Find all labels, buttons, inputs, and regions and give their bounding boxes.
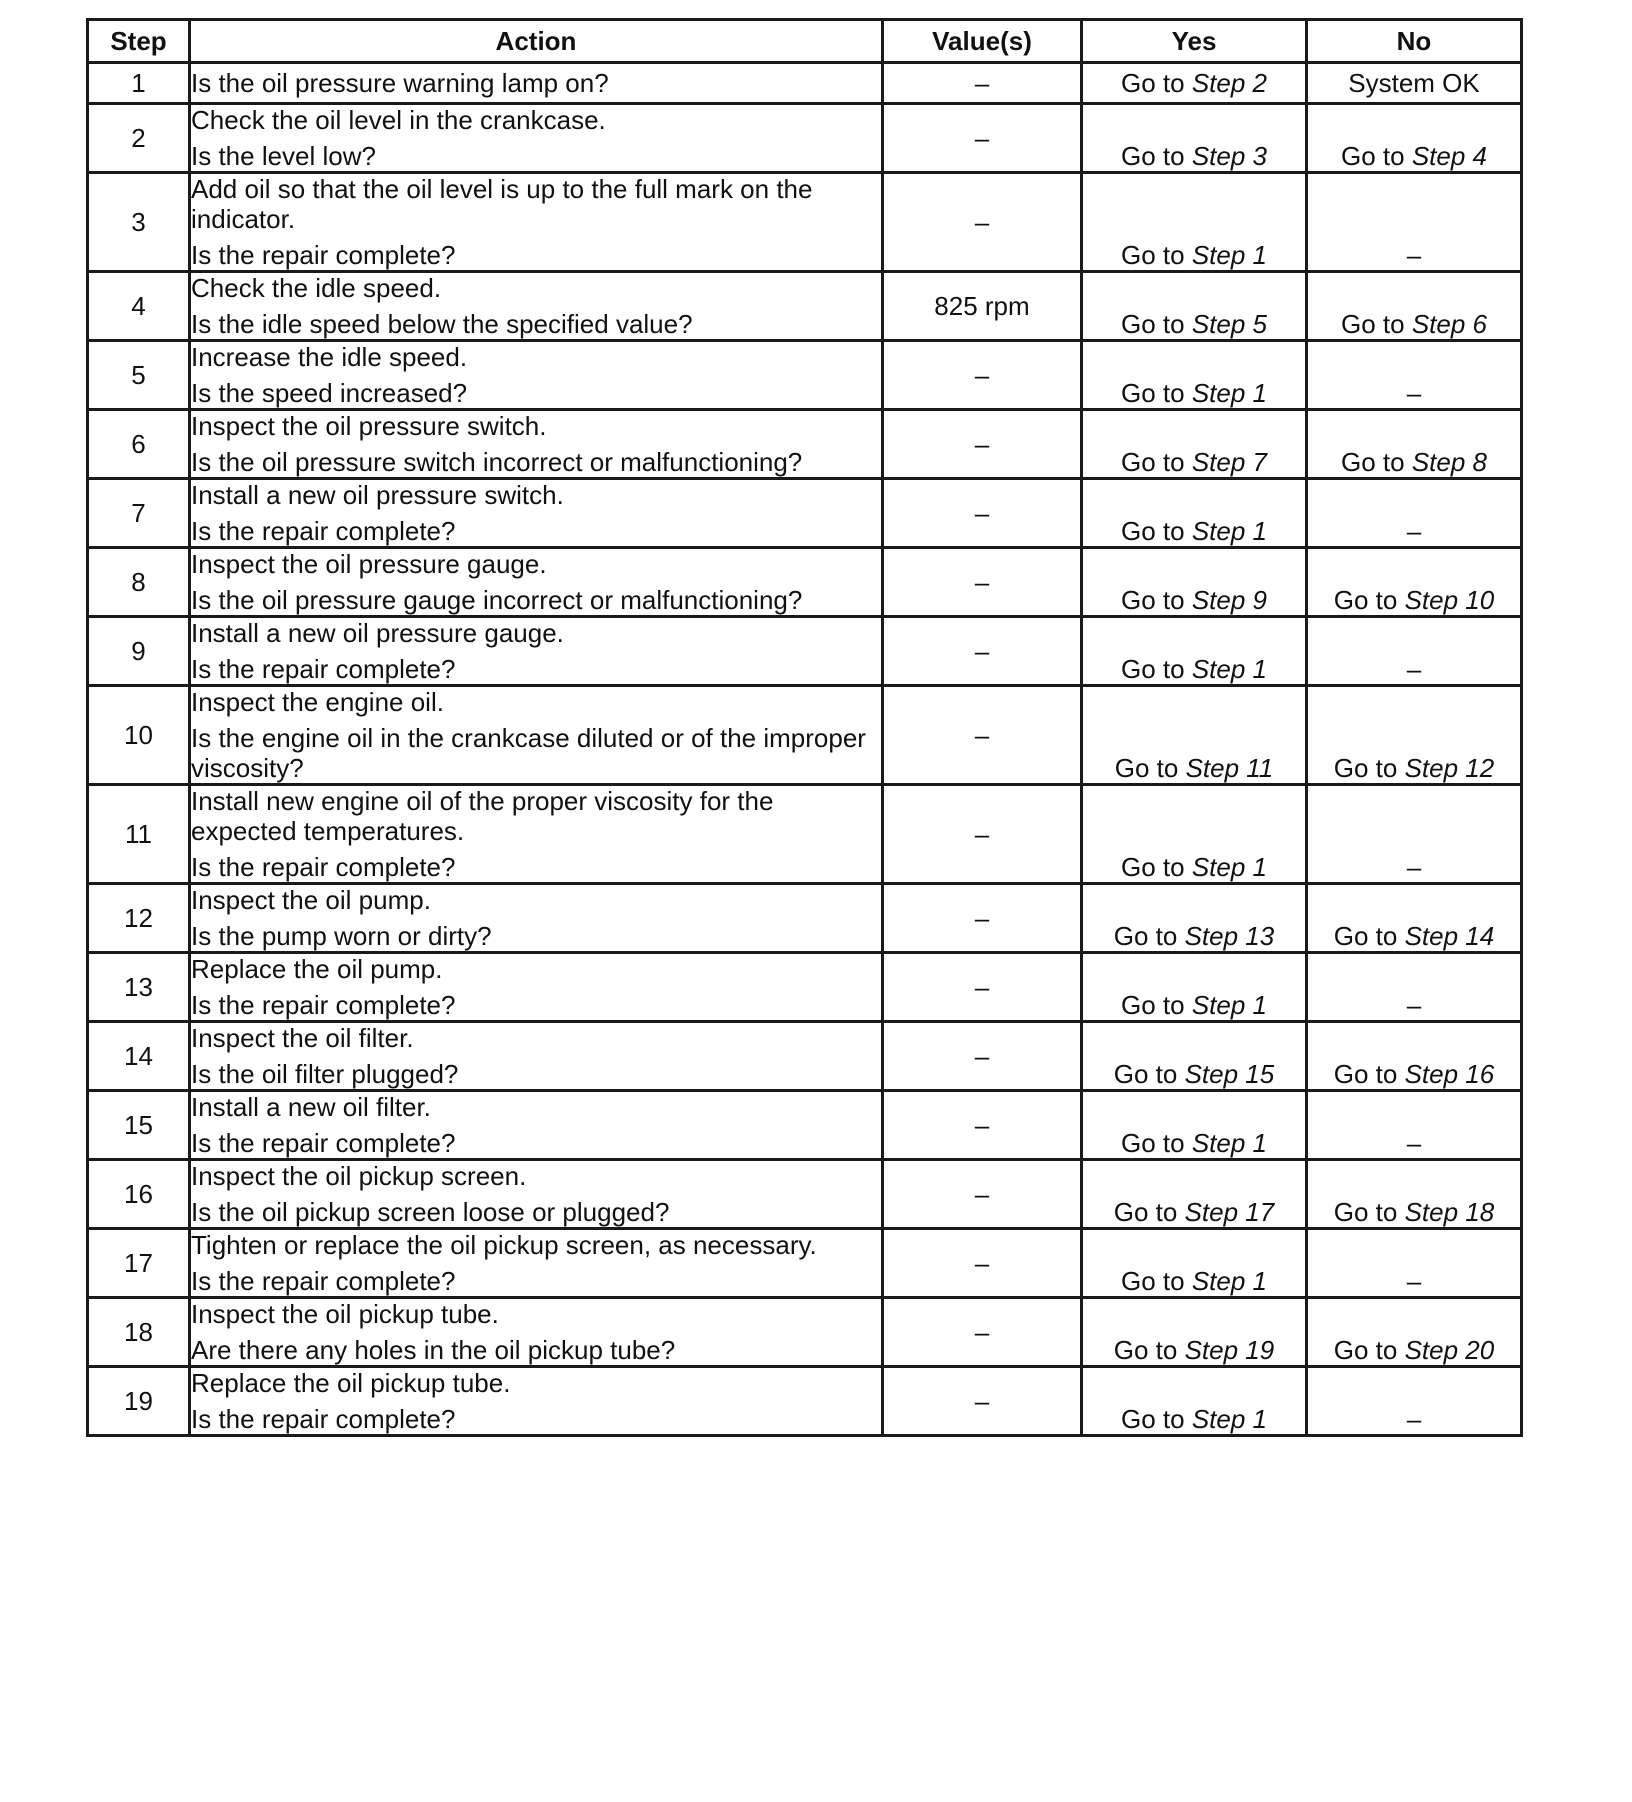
yes-cell	[1082, 1367, 1307, 1436]
action-cell	[190, 173, 883, 272]
yes-cell	[1082, 479, 1307, 548]
yes-cell	[1082, 617, 1307, 686]
step-number: 13	[88, 953, 190, 1022]
yes-cell	[1082, 1160, 1307, 1229]
step-reference: Step 2	[1191, 68, 1267, 98]
action-text: Is the idle speed below the specified value?	[191, 309, 693, 339]
action-cell	[190, 1160, 883, 1229]
table-row	[88, 686, 1522, 785]
result-text: –	[1406, 1266, 1422, 1296]
action-text: Is the repair complete?	[191, 1404, 456, 1434]
step-reference: Step 10	[1404, 585, 1495, 615]
value-cell: –	[883, 686, 1082, 785]
action-text: Is the oil pressure gauge incorrect or malfunctioning?	[191, 585, 803, 615]
value-cell: –	[883, 953, 1082, 1022]
value-cell: –	[883, 173, 1082, 272]
table-row	[88, 617, 1522, 686]
result-text: –	[1406, 990, 1422, 1020]
action-text: Install a new oil pressure switch.	[191, 480, 564, 510]
no-cell	[1307, 272, 1522, 341]
goto-prefix: Go to	[1113, 921, 1178, 951]
no-cell	[1307, 785, 1522, 884]
value-cell: –	[883, 617, 1082, 686]
action-text: Inspect the oil filter.	[191, 1023, 414, 1053]
no-cell	[1307, 884, 1522, 953]
step-reference: Step 1	[1191, 852, 1267, 882]
step-number: 14	[88, 1022, 190, 1091]
action-text: Check the oil level in the crankcase.	[191, 105, 606, 135]
yes-cell	[1082, 686, 1307, 785]
value-cell: –	[883, 1229, 1082, 1298]
no-cell	[1307, 617, 1522, 686]
step-reference: Step 7	[1191, 447, 1267, 477]
no-cell	[1307, 173, 1522, 272]
action-text: Is the oil pressure warning lamp on?	[191, 68, 609, 98]
no-cell	[1307, 410, 1522, 479]
goto-prefix: Go to	[1121, 1266, 1185, 1296]
step-reference: Step 1	[1191, 1404, 1267, 1434]
value-cell: –	[883, 1091, 1082, 1160]
yes-cell	[1082, 104, 1307, 173]
header-no: No	[1307, 20, 1522, 63]
header-values: Value(s)	[883, 20, 1082, 63]
step-reference: Step 1	[1191, 1128, 1267, 1158]
value-cell: –	[883, 1367, 1082, 1436]
step-number: 19	[88, 1367, 190, 1436]
action-text: Tighten or replace the oil pickup screen, as necessary.	[191, 1230, 817, 1260]
no-cell	[1307, 953, 1522, 1022]
goto-prefix: Go to	[1121, 240, 1185, 270]
goto-prefix: Go to	[1121, 68, 1185, 98]
step-reference: Step 1	[1191, 990, 1267, 1020]
header-action: Action	[190, 20, 883, 63]
table-row	[88, 785, 1522, 884]
goto-prefix: Go to	[1113, 1335, 1178, 1365]
step-reference: Step 9	[1191, 585, 1267, 615]
action-text: Inspect the oil pump.	[191, 885, 431, 915]
result-text: –	[1406, 1128, 1422, 1158]
value-cell: –	[883, 63, 1082, 104]
step-number: 4	[88, 272, 190, 341]
value-cell: –	[883, 104, 1082, 173]
table-row	[88, 1160, 1522, 1229]
goto-prefix: Go to	[1121, 309, 1185, 339]
goto-prefix: Go to	[1121, 141, 1185, 171]
action-text: Is the level low?	[191, 141, 376, 171]
action-text: Inspect the engine oil.	[191, 687, 444, 717]
table-row	[88, 1091, 1522, 1160]
goto-prefix: Go to	[1333, 1197, 1398, 1227]
action-text: Are there any holes in the oil pickup tube?	[191, 1335, 676, 1365]
action-cell	[190, 1298, 883, 1367]
action-text: Is the speed increased?	[191, 378, 468, 408]
action-cell	[190, 617, 883, 686]
step-number: 3	[88, 173, 190, 272]
step-reference: Step 14	[1404, 921, 1495, 951]
no-cell	[1307, 341, 1522, 410]
goto-prefix: Go to	[1113, 1059, 1178, 1089]
goto-prefix: Go to	[1121, 654, 1185, 684]
step-reference: Step 15	[1184, 1059, 1275, 1089]
step-number: 7	[88, 479, 190, 548]
step-number: 12	[88, 884, 190, 953]
step-reference: Step 3	[1191, 141, 1267, 171]
action-text: Inspect the oil pickup tube.	[191, 1299, 499, 1329]
value-cell: –	[883, 410, 1082, 479]
step-reference: Step 1	[1191, 240, 1267, 270]
table-row	[88, 1022, 1522, 1091]
step-reference: Step 19	[1184, 1335, 1275, 1365]
header-step: Step	[88, 20, 190, 63]
value-cell: –	[883, 1022, 1082, 1091]
action-text: Is the oil pickup screen loose or plugged?	[191, 1197, 670, 1227]
no-cell	[1307, 1160, 1522, 1229]
action-text: Replace the oil pickup tube.	[191, 1368, 511, 1398]
result-text: –	[1406, 1404, 1422, 1434]
goto-prefix: Go to	[1121, 852, 1185, 882]
yes-cell	[1082, 1022, 1307, 1091]
no-cell	[1307, 1022, 1522, 1091]
goto-prefix: Go to	[1333, 1059, 1398, 1089]
table-row	[88, 341, 1522, 410]
step-reference: Step 1	[1191, 654, 1267, 684]
step-number: 9	[88, 617, 190, 686]
action-cell	[190, 1229, 883, 1298]
action-text: Is the repair complete?	[191, 1128, 456, 1158]
goto-prefix: Go to	[1333, 921, 1398, 951]
result-text: –	[1406, 516, 1422, 546]
step-reference: Step 12	[1404, 753, 1495, 783]
yes-cell	[1082, 410, 1307, 479]
step-number: 16	[88, 1160, 190, 1229]
step-number: 18	[88, 1298, 190, 1367]
action-text: Replace the oil pump.	[191, 954, 443, 984]
action-text: Install a new oil filter.	[191, 1092, 431, 1122]
table-row	[88, 104, 1522, 173]
action-text: Add oil so that the oil level is up to the full mark on the indicator.	[191, 174, 813, 234]
action-text: Inspect the oil pressure switch.	[191, 411, 547, 441]
action-cell	[190, 953, 883, 1022]
table-row	[88, 410, 1522, 479]
action-text: Increase the idle speed.	[191, 342, 468, 372]
step-reference: Step 20	[1404, 1335, 1495, 1365]
step-number: 5	[88, 341, 190, 410]
step-number: 8	[88, 548, 190, 617]
goto-prefix: Go to	[1121, 1404, 1185, 1434]
table-row	[88, 548, 1522, 617]
yes-cell	[1082, 953, 1307, 1022]
action-cell	[190, 341, 883, 410]
no-cell	[1307, 1367, 1522, 1436]
no-cell	[1307, 548, 1522, 617]
value-cell: –	[883, 785, 1082, 884]
header-yes: Yes	[1082, 20, 1307, 63]
action-cell	[190, 63, 883, 104]
value-cell: –	[883, 548, 1082, 617]
action-text: Is the repair complete?	[191, 1266, 456, 1296]
action-text: Is the repair complete?	[191, 990, 456, 1020]
action-text: Is the repair complete?	[191, 516, 456, 546]
header-row	[88, 20, 1522, 63]
yes-cell	[1082, 884, 1307, 953]
step-number: 1	[88, 63, 190, 104]
action-text: Inspect the oil pressure gauge.	[191, 549, 547, 579]
action-text: Install a new oil pressure gauge.	[191, 618, 564, 648]
table-body	[88, 63, 1522, 1436]
step-number: 2	[88, 104, 190, 173]
action-text: Is the repair complete?	[191, 240, 456, 270]
value-cell: –	[883, 884, 1082, 953]
result-text: System OK	[1348, 68, 1480, 98]
action-cell	[190, 1022, 883, 1091]
step-number: 10	[88, 686, 190, 785]
goto-prefix: Go to	[1121, 447, 1185, 477]
action-text: Check the idle speed.	[191, 273, 442, 303]
yes-cell	[1082, 1229, 1307, 1298]
step-reference: Step 8	[1411, 447, 1487, 477]
action-cell	[190, 479, 883, 548]
step-reference: Step 1	[1191, 1266, 1267, 1296]
table-row	[88, 1229, 1522, 1298]
table-row	[88, 1367, 1522, 1436]
step-number: 6	[88, 410, 190, 479]
yes-cell	[1082, 548, 1307, 617]
no-cell	[1307, 104, 1522, 173]
table-row	[88, 953, 1522, 1022]
yes-cell	[1082, 785, 1307, 884]
action-text: Is the engine oil in the crankcase diluted or of the improper viscosity?	[191, 723, 866, 783]
action-cell	[190, 884, 883, 953]
result-text: –	[1406, 378, 1422, 408]
step-number: 15	[88, 1091, 190, 1160]
step-number: 11	[88, 785, 190, 884]
goto-prefix: Go to	[1121, 1128, 1185, 1158]
goto-prefix: Go to	[1114, 753, 1179, 783]
table-row	[88, 1298, 1522, 1367]
no-cell	[1307, 1298, 1522, 1367]
step-number: 17	[88, 1229, 190, 1298]
no-cell	[1307, 1229, 1522, 1298]
value-cell: –	[883, 1298, 1082, 1367]
action-text: Is the repair complete?	[191, 654, 456, 684]
goto-prefix: Go to	[1333, 753, 1398, 783]
step-reference: Step 13	[1184, 921, 1275, 951]
action-cell	[190, 686, 883, 785]
diagnostic-table	[86, 18, 1523, 1437]
goto-prefix: Go to	[1341, 141, 1405, 171]
action-cell	[190, 785, 883, 884]
action-text: Inspect the oil pickup screen.	[191, 1161, 527, 1191]
result-text: –	[1406, 654, 1422, 684]
table-row	[88, 884, 1522, 953]
action-text: Install new engine oil of the proper viscosity for the expected temperatures.	[191, 786, 774, 846]
value-cell: –	[883, 341, 1082, 410]
table-row	[88, 272, 1522, 341]
step-reference: Step 11	[1185, 753, 1274, 783]
action-cell	[190, 410, 883, 479]
value-cell: –	[883, 479, 1082, 548]
yes-cell	[1082, 173, 1307, 272]
goto-prefix: Go to	[1333, 585, 1398, 615]
goto-prefix: Go to	[1341, 447, 1405, 477]
value-cell: –	[883, 1160, 1082, 1229]
action-cell	[190, 272, 883, 341]
result-text: –	[1406, 240, 1422, 270]
action-cell	[190, 1367, 883, 1436]
action-text: Is the pump worn or dirty?	[191, 921, 492, 951]
step-reference: Step 17	[1184, 1197, 1275, 1227]
step-reference: Step 1	[1191, 516, 1267, 546]
step-reference: Step 5	[1191, 309, 1267, 339]
step-reference: Step 1	[1191, 378, 1267, 408]
step-reference: Step 16	[1404, 1059, 1495, 1089]
yes-cell	[1082, 63, 1307, 104]
goto-prefix: Go to	[1341, 309, 1405, 339]
goto-prefix: Go to	[1333, 1335, 1398, 1365]
no-cell	[1307, 63, 1522, 104]
table-row	[88, 63, 1522, 104]
table-row	[88, 173, 1522, 272]
table-row	[88, 479, 1522, 548]
yes-cell	[1082, 1298, 1307, 1367]
action-text: Is the oil pressure switch incorrect or malfunctioning?	[191, 447, 803, 477]
action-cell	[190, 548, 883, 617]
goto-prefix: Go to	[1121, 585, 1185, 615]
no-cell	[1307, 1091, 1522, 1160]
action-text: Is the repair complete?	[191, 852, 456, 882]
yes-cell	[1082, 341, 1307, 410]
action-text: Is the oil filter plugged?	[191, 1059, 459, 1089]
goto-prefix: Go to	[1113, 1197, 1178, 1227]
value-cell: 825 rpm	[883, 272, 1082, 341]
no-cell	[1307, 479, 1522, 548]
goto-prefix: Go to	[1121, 990, 1185, 1020]
result-text: –	[1406, 852, 1422, 882]
action-cell	[190, 104, 883, 173]
goto-prefix: Go to	[1121, 516, 1185, 546]
step-reference: Step 6	[1411, 309, 1487, 339]
yes-cell	[1082, 272, 1307, 341]
action-cell	[190, 1091, 883, 1160]
no-cell	[1307, 686, 1522, 785]
yes-cell	[1082, 1091, 1307, 1160]
goto-prefix: Go to	[1121, 378, 1185, 408]
step-reference: Step 18	[1404, 1197, 1495, 1227]
step-reference: Step 4	[1411, 141, 1487, 171]
